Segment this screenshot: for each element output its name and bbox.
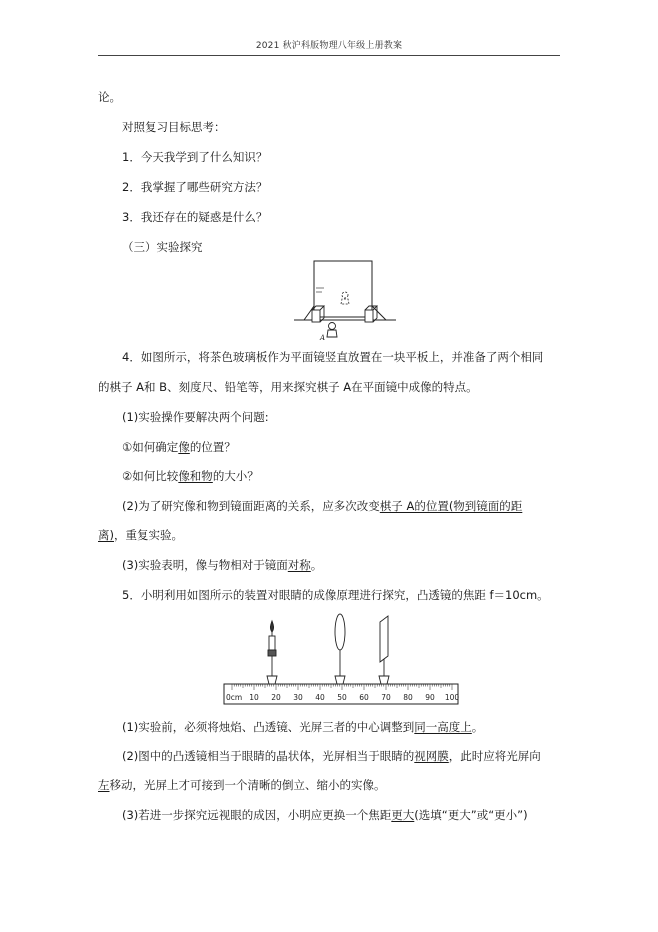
q5-sub-2-prefix: (2)图中的凸透镜相当于眼睛的晶状体，光屏相当于眼睛的 (122, 749, 415, 763)
page-header: 2021 秋沪科版物理八年级上册教案 (255, 41, 403, 51)
q4-sub-2-line-1 (122, 499, 522, 513)
ruler-label: 40 (315, 693, 325, 702)
q5-sub-1 (122, 720, 483, 734)
ruler-label: 30 (293, 693, 303, 702)
q5-sub-2-answer-2: 左 (98, 778, 110, 792)
optical-bench-figure (222, 612, 462, 708)
q4-sub-3 (122, 558, 322, 572)
review-prompt: 对照复习目标思考： (122, 120, 226, 134)
ruler-label: 70 (381, 693, 391, 702)
review-question-1: 1．今天我学到了什么知识？ (122, 150, 268, 164)
ruler-label: 100 (444, 693, 460, 702)
q5-sub-2-middle: ，此时应将光屏向 (448, 749, 541, 763)
ruler-label: 50 (337, 693, 347, 702)
q4-sub-1b (122, 469, 259, 483)
q4-sub-1a-answer: 像 (178, 440, 190, 454)
q5-sub-1-prefix: (1)实验前，必须将烛焰、凸透镜、光屏三者的中心调整到 (122, 720, 415, 734)
q4-sub-3-suffix: 。 (310, 558, 323, 572)
q5-sub-2-line-1 (122, 749, 541, 763)
intro-tail: 论。 (98, 90, 121, 104)
q4-sub-1b-answer: 像和物 (178, 469, 213, 483)
q4-sub-1a (122, 440, 236, 454)
ruler-label: 60 (359, 693, 369, 702)
chess-piece-a (327, 323, 337, 338)
piece-a-label: A (320, 334, 326, 342)
q4-sub-3-answer: 对称 (287, 558, 311, 572)
convex-lens (335, 614, 345, 684)
review-question-3: 3．我还存在的疑惑是什么？ (122, 210, 268, 224)
q4-sub-2-line-2 (98, 528, 183, 542)
ruler-label: 0cm (226, 693, 243, 702)
ruler (224, 684, 459, 704)
review-question-2: 2．我掌握了哪些研究方法？ (122, 180, 268, 194)
q4-sub-2-answer-part-2: 离) (98, 528, 114, 542)
glass-plate (314, 261, 372, 317)
q4-sub-1b-suffix: 的大小？ (212, 469, 259, 483)
q5-sub-3-answer: 更大 (391, 808, 415, 822)
q5-sub-2-line-2 (98, 778, 386, 792)
q5-sub-2-answer-1: 视网膜 (414, 749, 449, 763)
mirror-experiment-figure (290, 258, 400, 342)
support-block-right (365, 306, 377, 322)
q5-sub-1-suffix: 。 (471, 720, 484, 734)
light-screen (379, 616, 389, 684)
q4-sub-1a-prefix: ①如何确定 (122, 440, 179, 454)
q5-sub-3 (122, 808, 528, 822)
ruler-label: 90 (425, 693, 435, 702)
piece-b-image (341, 292, 349, 304)
q4-sub-2-answer-part-1: 棋子 A的位置(物到镜面的距 (379, 499, 523, 513)
q4-sub-1: (1)实验操作要解决两个问题: (122, 410, 269, 424)
section-title: （三）实验探究 (122, 240, 203, 254)
ruler-label: 10 (249, 693, 259, 702)
q4-sub-3-prefix: (3)实验表明，像与物相对于镜面 (122, 558, 288, 572)
q5-sub-2-suffix: 移动，光屏上才可接到一个清晰的倒立、缩小的实像。 (109, 778, 386, 792)
q4-sub-2-prefix: (2)为了研究像和物到镜面距离的关系，应多次改变 (122, 499, 380, 513)
support-block-left (312, 306, 324, 322)
candle (267, 621, 277, 684)
q4-sub-1b-prefix: ②如何比较 (122, 469, 179, 483)
q5-sub-1-answer: 同一高度上 (414, 720, 472, 734)
q4-line-1: 4．如图所示，将茶色玻璃板作为平面镜竖直放置在一块平板上，并准备了两个相同 (122, 350, 544, 364)
header-rule (98, 55, 560, 56)
q5-sub-3-suffix: (选填“更大”或“更小”) (414, 808, 528, 822)
q5-sub-3-prefix: (3)若进一步探究远视眼的成因，小明应更换一个焦距 (122, 808, 392, 822)
ruler-label: 80 (403, 693, 413, 702)
q4-line-2: 的棋子 A和 B、刻度尺、铅笔等，用来探究棋子 A在平面镜中成像的特点。 (98, 380, 478, 394)
q5-line-1: 5．小明利用如图所示的装置对眼睛的成像原理进行探究，凸透镜的焦距 f＝10cm。 (122, 588, 549, 602)
ruler-label: 20 (271, 693, 281, 702)
q4-sub-1a-suffix: 的位置？ (189, 440, 236, 454)
q4-sub-2-suffix: ，重复实验。 (114, 528, 183, 542)
